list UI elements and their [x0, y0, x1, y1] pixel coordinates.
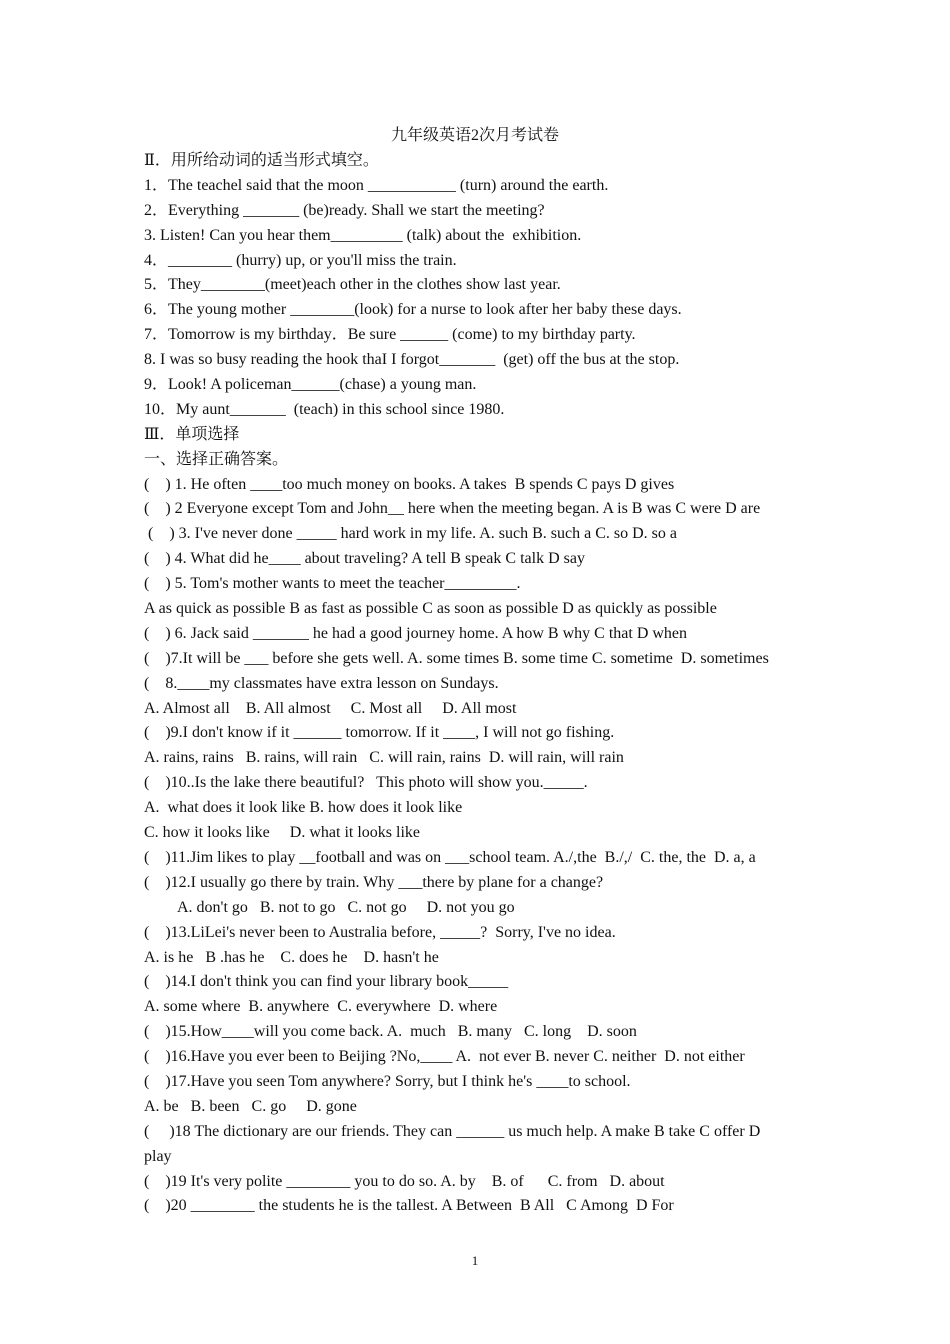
question-line: ( 8.____my classmates have extra lesson on Sundays. [144, 674, 499, 692]
answer-options-line: A. don't go B. not to go C. not go D. not you go [177, 898, 515, 916]
question-line: 1．The teachel said that the moon ___________ (turn) around the earth. [144, 176, 609, 194]
section-instruction: 一、选择正确答案。 [144, 450, 289, 468]
question-line: ( )10..Is the lake there beautiful? This photo will show you._____. [144, 774, 588, 792]
question-line: ( ) 6. Jack said _______ he had a good journey home. A how B why C that D when [144, 624, 688, 642]
answer-options-line: A. some where B. anywhere C. everywhere D. where [144, 998, 498, 1016]
question-line: 7．Tomorrow is my birthday．Be sure ______ (come) to my birthday party. [144, 326, 636, 344]
question-line: 10．My aunt_______ (teach) in this school since 1980. [144, 400, 505, 418]
question-line: ( )15.How____will you come back. A. much B. many C. long D. soon [144, 1023, 637, 1041]
question-line: ( ) 2 Everyone except Tom and John__ here when the meeting began. A is B was C were D are [144, 500, 761, 518]
answer-options-line: A as quick as possible B as fast as possible C as soon as possible D as quickly as possible [144, 600, 717, 618]
question-line: ( )16.Have you ever been to Beijing ?No,____ A. not ever B. never C. neither D. not either [144, 1048, 745, 1066]
question-line: ( ) 4. What did he____ about traveling? A tell B speak C talk D say [144, 550, 585, 568]
question-line: 4．________ (hurry) up, or you'll miss the train. [144, 251, 457, 269]
section-heading: Ⅲ．单项选择 [144, 425, 240, 443]
question-line: ( ) 1. He often ____too much money on books. A takes B spends C pays D gives [144, 475, 675, 493]
answer-options-line: A. what does it look like B. how does it look like [144, 799, 463, 817]
document-body [144, 149, 809, 1219]
question-line: ( )18 The dictionary are our friends. They can ______ us much help. A make B take C offer D [144, 1122, 761, 1140]
question-line: ( )12.I usually go there by train. Why ___there by plane for a change? [144, 873, 604, 891]
question-line: ( )14.I don't think you can find your library book_____ [144, 973, 509, 991]
document-title: 九年级英语2次月考试卷 [390, 127, 559, 144]
page-number: 1 [471, 1253, 479, 1268]
answer-options-line: A. Almost all B. All almost C. Most all D. All most [144, 699, 517, 717]
question-line: 5．They________(meet)each other in the clothes show last year. [144, 276, 561, 294]
section-heading: Ⅱ．用所给动词的适当形式填空。 [144, 152, 379, 169]
question-line: 3. Listen! Can you hear them_________ (talk) about the exhibition. [144, 226, 582, 244]
answer-options-line: C. how it looks like D. what it looks like [144, 824, 420, 842]
question-line: ( )7.It will be ___ before she gets well. A. some times B. some time C. sometime D. sometimes [144, 649, 769, 667]
question-line: ( )9.I don't know if it ______ tomorrow. If it ____, I will not go fishing. [144, 724, 615, 742]
question-line: ( )13.LiLei's never been to Australia before, _____? Sorry, I've no idea. [144, 923, 616, 941]
answer-options-line: play [144, 1147, 172, 1165]
answer-options-line: A. rains, rains B. rains, will rain C. will rain, rains D. will rain, will rain [144, 749, 624, 767]
question-line: 8. I was so busy reading the hook thaI I forgot_______ (get) off the bus at the stop. [144, 351, 680, 369]
answer-options-line: A. be B. been C. go D. gone [144, 1097, 357, 1115]
question-line: ( )20 ________ the students he is the tallest. A Between B All C Among D For [144, 1197, 674, 1215]
question-line: 6．The young mother ________(look) for a nurse to look after her baby these days. [144, 301, 682, 319]
question-line: ( )17.Have you seen Tom anywhere? Sorry, but I think he's ____to school. [144, 1072, 631, 1090]
question-line: ( )19 It's very polite ________ you to do so. A. by B. of C. from D. about [144, 1172, 665, 1190]
question-line: ( ) 5. Tom's mother wants to meet the teacher_________. [144, 575, 521, 593]
question-line: ( )11.Jim likes to play __football and was on ___school team. A./,the B./,/ C. the, the D. a, a [144, 848, 756, 866]
question-line: 2．Everything _______ (be)ready. Shall we start the meeting? [144, 201, 545, 219]
question-line: ( ) 3. I've never done _____ hard work in my life. A. such B. such a C. so D. so a [144, 525, 678, 543]
answer-options-line: A. is he B .has he C. does he D. hasn't he [144, 948, 439, 966]
question-line: 9．Look! A policeman______(chase) a young man. [144, 376, 477, 394]
